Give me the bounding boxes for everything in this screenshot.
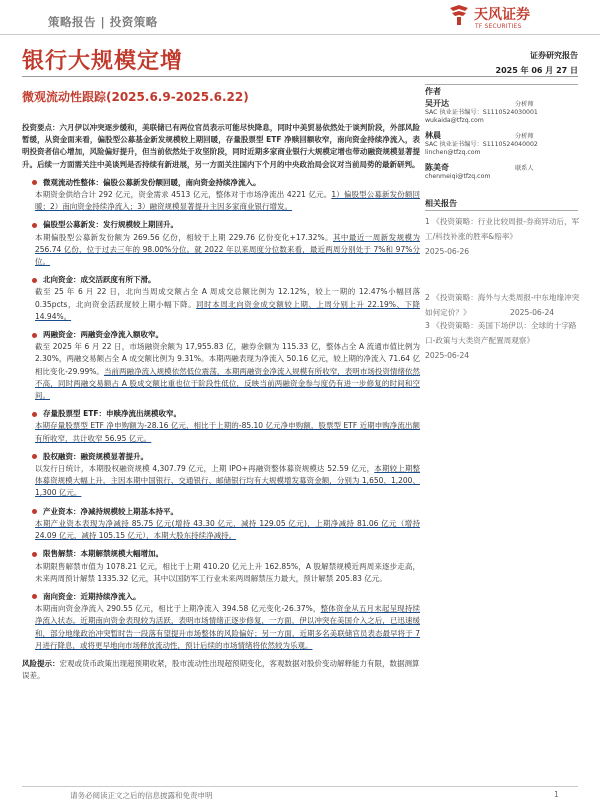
related-report[interactable] xyxy=(425,214,580,259)
section-text: 本期资金供给合计 292 亿元，资金需求 4513 亿元，整体对于市场净流出 4221 亿元。 xyxy=(35,190,332,200)
bullet-icon xyxy=(32,180,37,185)
author-cert: SAC 执业证书编号：S1110524040002 xyxy=(425,140,538,148)
authors-heading: 作者 xyxy=(425,87,441,96)
section-text: 以发行日统计，本期股权融资规模 4,307.79 亿元，上期 IPO+再融资整体募资规模达 52.59 亿元， xyxy=(35,464,375,474)
bullet-icon xyxy=(32,412,37,417)
footer-disclaimer: 请务必阅读正文之后的信息披露和免责申明 xyxy=(70,791,213,800)
header-divider xyxy=(0,34,600,35)
author-role: 分析师 xyxy=(515,101,534,108)
footer-divider xyxy=(22,786,578,787)
section-heading: 股权融资：融资规模显著提升。 xyxy=(43,451,148,461)
section xyxy=(22,591,420,652)
section-text: 本期南向资金净流入 290.55 亿元，相比于上期净流入 394.58 亿元变化-26.37%， xyxy=(35,604,321,614)
section xyxy=(22,408,420,445)
related-report-title[interactable]: 3 《投资策略：美国下场伊以：全球的十字路口-政策与大类资产配置周观察》 xyxy=(425,321,577,345)
section xyxy=(22,506,420,543)
bullet-icon xyxy=(32,509,37,514)
risk-label: 风险提示： xyxy=(22,658,60,668)
bullet-icon xyxy=(32,594,37,599)
related-report[interactable] xyxy=(425,318,580,363)
related-report-date: 2025-06-24 xyxy=(425,351,470,360)
section-text: 截至 25 年 6 月 22 日，北向当周成交额占全 A 周成交总额比例为 12.12%，较上一期的 12.47%小幅回落 0.35pcts，北向资金活跃度较上期小幅下降。 xyxy=(35,287,420,309)
section xyxy=(22,219,420,268)
section xyxy=(22,329,420,402)
related-divider xyxy=(425,210,578,211)
author-card xyxy=(425,100,578,126)
author-card xyxy=(425,132,578,158)
breadcrumb: 策略报告 | 投资策略 xyxy=(48,15,158,29)
brand-logo xyxy=(448,4,568,34)
author-card xyxy=(425,164,578,181)
section-text-underlined: 本期产业资本表现为净减持 85.75 亿元(增持 43.30 亿元，减持 129.05 亿元)，上期净减持 81.06 亿元（增持 24.09 亿元，减持 105.15 亿元），本期大股东持续净减持。 xyxy=(35,518,420,541)
related-report-title[interactable]: 1 《投资策略：行业比较周报-券商异动后，军工/科技补涨的胜率&赔率》 xyxy=(425,217,580,241)
page-number: 1 xyxy=(554,790,559,799)
author-name: 吴开达 xyxy=(425,99,449,108)
section-text: 截至 2025 年 6 月 22 日，市场融资余额为 17,955.83 亿，融券余额为 115.33 亿，整体占全 A 流通市值比例为 2.30%，两融交易额占全 A 成交额比例为 9.31%。本期两融表现为净流入 50.16 亿元，较上期的净流入 71.64 亿相比变化-29.99%。 xyxy=(35,342,420,376)
related-report-date: 2025-06-24 xyxy=(510,308,555,317)
logo-subtext: TF SECURITIES xyxy=(475,24,522,30)
section-text-underlined: 本期存量股票型 ETF 净申购额为-28.16 亿元，相比于上期的-85.10 亿元净申购额，股票型 ETF 近期申购净流出额有所收窄，共计收窄 56.95 亿元。 xyxy=(35,421,420,443)
author-name: 陈美奇 xyxy=(425,163,449,172)
author-name: 林晨 xyxy=(425,131,441,140)
section-heading: 两融资金：两融资金净流入额收窄。 xyxy=(43,330,163,340)
section-heading: 限售解禁：本期解禁规模大幅增加。 xyxy=(43,549,163,559)
author-email[interactable]: chenmeiqi@tfzq.com xyxy=(425,172,491,180)
sidebar-divider xyxy=(425,84,578,85)
risk-text: 宏观或货币政策出现超预期收紧，股市流动性出现超预期变化，客观数据对股价变动解释能力有限，数据测算误差。 xyxy=(22,658,420,681)
related-report-date-2 xyxy=(510,305,580,320)
report-body xyxy=(22,122,420,682)
risk-warning xyxy=(22,658,420,682)
author-email[interactable]: linchen@tfzq.com xyxy=(425,149,481,157)
related-report-title[interactable]: 2 《投资策略：海外与大类周报-中东地缘冲突如何定价？》 xyxy=(425,293,580,317)
section-text-underlined: 其中最近一周新发规模为 256.74 亿份，位于过去三年的 98.00%分位。就 2022 年以来周度分位数来看，最近两周分别处于 7%和 97%分位。 xyxy=(35,232,421,267)
section xyxy=(22,451,420,500)
report-date: 2025 年 06 月 27 日 xyxy=(495,66,578,75)
section-heading: 南向资金：近期持续净流入。 xyxy=(43,591,141,601)
related-report-date: 2025-06-26 xyxy=(425,247,470,256)
section-text-underlined: 当前两融净流入规模依然低位震荡，本期两融资金净流入规模有所收窄，表明市场投资情绪依然不高，同时两融交易额占 A 股成交额比重也位于阶段性低位，反映当前两融资金参与度仍有进一步修复的时间和空间。 xyxy=(35,366,421,401)
section-heading: 存量股票型 ETF：申赎净流出规模收窄。 xyxy=(43,409,181,419)
key-points: 投资要点：六月伊以冲突逐步缓和，美联储已有两位官员表示可能尽快降息，同时中美贸易依然处于谈判阶段，外部风险暂缓，从资金面来看，偏股型公募基金新发规模较上期回暖，存量股票型 ETF 净赎回额收窄，南向资金持续净流入，表明投资者信心增加，风险偏好提升，但当前依然处于攻坚阶段，同时近期多家商业银行大规模定增也带动融资规模显著提升。后续一方面需关注中美谈判是否持续有新进展，另一方面关注国内下个月的中央政治局会议对当前局势的最新研判。 xyxy=(22,123,420,169)
author-cert: SAC 执业证书编号：S1110524030001 xyxy=(425,108,538,116)
bullet-icon xyxy=(32,552,37,557)
section-text-underlined: 本期较上期整体募资规模大幅上升，主因本期中国银行、交通银行、邮储银行均有大规模增发募资金额，分别为 1,650、1,200、1,300 亿元。 xyxy=(35,464,421,498)
section xyxy=(22,274,420,323)
bullet-icon xyxy=(32,278,37,283)
author-role: 分析师 xyxy=(515,133,534,140)
section-heading: 微观流动性整体：偏股公募新发份额回暖，南向资金持续净流入。 xyxy=(43,177,261,187)
author-email[interactable]: wukaida@tfzq.com xyxy=(425,117,484,125)
section-text-underlined: 整体资金从五月末起呈现持续净流入状态。近期南向资金表现较为活跃，表明市场情绪正逐步修复，一方面，伊以冲突在美国介入之后，已迅速缓和，部分地缘政治冲突暂时告一段落有望提升市场整体的风险偏好；另一方面，近期多名美联储官员表态最早将于 7 月进行降息，或将更早地向市场释放流动性，预计后续的市场情绪将依然较为乐观。 xyxy=(35,604,420,650)
section xyxy=(22,177,420,214)
author-role: 联系人 xyxy=(515,165,534,172)
doc-type: 证券研究报告 xyxy=(530,51,578,60)
section-text-underlined: 1）偏股型公募新发份额回暖；2）南向资金持续净流入；3）融资规模显著提升主因多家商业银行增发。 xyxy=(35,190,420,212)
title-divider xyxy=(22,76,578,77)
section-heading: 偏股型公募新发：发行规模较上期回升。 xyxy=(43,220,178,230)
section-text-underlined: 同时本周北向资金成交额较上期、上周分别上升 22.19%、下降 14.94%。 xyxy=(35,299,420,321)
logo-text: 天风证券 xyxy=(474,7,530,23)
page-title: 银行大规模定增 xyxy=(22,49,184,74)
logo-mark-icon xyxy=(448,4,470,26)
section-text: 本期偏股型公募新发份额为 269.56 亿份，相较于上期 229.76 亿份变化+17.32%。 xyxy=(35,232,333,242)
section xyxy=(22,548,420,585)
related-heading: 相关报告 xyxy=(425,199,457,208)
section-heading: 产业资本：净减持规模较上期基本持平。 xyxy=(43,506,178,516)
bullet-icon xyxy=(32,454,37,459)
bullet-icon xyxy=(32,223,37,228)
page-subtitle: 微观流动性跟踪(2025.6.9-2025.6.22) xyxy=(22,90,249,104)
bullet-icon xyxy=(32,333,37,338)
section-heading: 北向资金：成交活跃度有所下滑。 xyxy=(43,275,156,285)
section-text: 本期限售解禁市值为 1078.21 亿元，相比于上期 410.20 亿元上升 162.85%，A 股解禁规模近两周来逐步走高，未来两周预计解禁 1335.32 亿元，其中以国防军工行业未来两周解禁压力最大，预计解禁 205.83 亿元。 xyxy=(35,561,420,583)
